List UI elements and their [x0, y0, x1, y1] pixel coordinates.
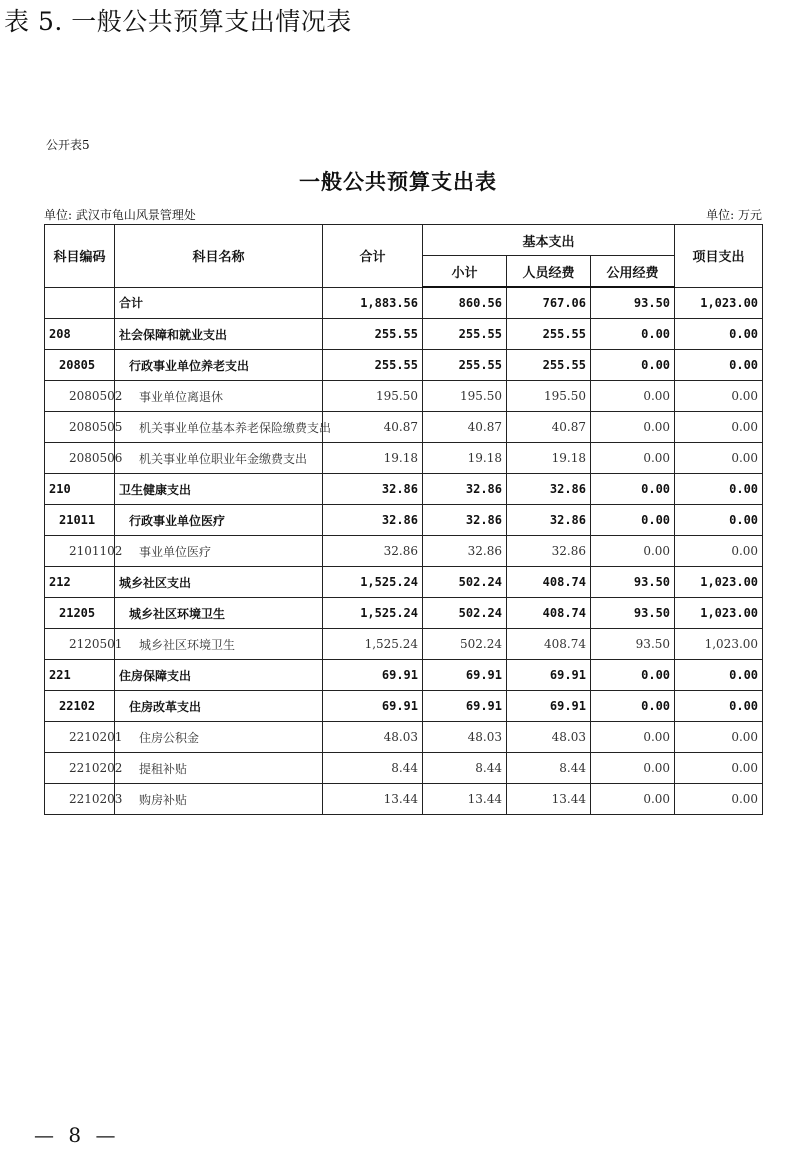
cell-personnel: 69.91: [507, 691, 591, 722]
header-subtotal: 小计: [423, 256, 507, 288]
cell-code: 2080505: [45, 412, 115, 443]
cell-public: 0.00: [591, 350, 675, 381]
cell-code: 21205: [45, 598, 115, 629]
table-row: [45, 381, 763, 412]
cell-project: 1,023.00: [675, 598, 763, 629]
cell-public: 0.00: [591, 443, 675, 474]
cell-subtotal: 69.91: [423, 691, 507, 722]
budget-expenditure-table: [44, 224, 763, 815]
cell-project: 0.00: [675, 474, 763, 505]
cell-total: 69.91: [323, 660, 423, 691]
table-row: [45, 784, 763, 815]
cell-code: 2080506: [45, 443, 115, 474]
table-row: [45, 319, 763, 350]
cell-project: 0.00: [675, 412, 763, 443]
cell-public: 93.50: [591, 598, 675, 629]
cell-project: 0.00: [675, 753, 763, 784]
cell-total: 13.44: [323, 784, 423, 815]
cell-total: 1,883.56: [323, 287, 423, 319]
unit-currency: 单位: 万元: [706, 208, 762, 222]
cell-total: 8.44: [323, 753, 423, 784]
table-row: [45, 350, 763, 381]
unit-organization: 单位: 武汉市龟山风景管理处: [44, 208, 196, 222]
cell-code: 221: [45, 660, 115, 691]
cell-name: 事业单位医疗: [115, 536, 323, 567]
header-code: 科目编码: [45, 225, 115, 288]
cell-total: 32.86: [323, 474, 423, 505]
page-number: — 8 —: [34, 1123, 120, 1147]
table-row: [45, 567, 763, 598]
header-project: 项目支出: [675, 225, 763, 288]
cell-total: 32.86: [323, 505, 423, 536]
cell-name: 社会保障和就业支出: [115, 319, 323, 350]
cell-project: 0.00: [675, 319, 763, 350]
cell-name: 住房公积金: [115, 722, 323, 753]
cell-total: 32.86: [323, 536, 423, 567]
table-row: [45, 505, 763, 536]
cell-code: 22102: [45, 691, 115, 722]
cell-name: 合计: [115, 287, 323, 319]
cell-code: [45, 287, 115, 319]
cell-name: 行政事业单位医疗: [115, 505, 323, 536]
table-row: [45, 287, 763, 319]
cell-total: 1,525.24: [323, 629, 423, 660]
header-total: 合计: [323, 225, 423, 288]
cell-public: 0.00: [591, 319, 675, 350]
cell-personnel: 13.44: [507, 784, 591, 815]
cell-total: 195.50: [323, 381, 423, 412]
form-number: 公开表5: [46, 138, 90, 152]
cell-project: 0.00: [675, 691, 763, 722]
cell-subtotal: 195.50: [423, 381, 507, 412]
cell-project: 0.00: [675, 660, 763, 691]
cell-name: 事业单位离退休: [115, 381, 323, 412]
table-row: [45, 629, 763, 660]
cell-total: 1,525.24: [323, 567, 423, 598]
cell-subtotal: 32.86: [423, 536, 507, 567]
cell-project: 1,023.00: [675, 629, 763, 660]
cell-public: 0.00: [591, 784, 675, 815]
cell-subtotal: 502.24: [423, 598, 507, 629]
table-row: [45, 753, 763, 784]
cell-personnel: 408.74: [507, 598, 591, 629]
cell-name: 机关事业单位基本养老保险缴费支出: [115, 412, 323, 443]
cell-personnel: 32.86: [507, 536, 591, 567]
cell-code: 2210202: [45, 753, 115, 784]
cell-subtotal: 32.86: [423, 474, 507, 505]
cell-personnel: 19.18: [507, 443, 591, 474]
cell-name: 机关事业单位职业年金缴费支出: [115, 443, 323, 474]
cell-name: 提租补贴: [115, 753, 323, 784]
table-row: [45, 474, 763, 505]
table-row: [45, 691, 763, 722]
cell-code: 208: [45, 319, 115, 350]
cell-project: 1,023.00: [675, 567, 763, 598]
cell-project: 0.00: [675, 784, 763, 815]
cell-personnel: 48.03: [507, 722, 591, 753]
table-body: [45, 287, 763, 815]
table-row: [45, 660, 763, 691]
cell-code: 212: [45, 567, 115, 598]
cell-public: 93.50: [591, 287, 675, 319]
cell-total: 40.87: [323, 412, 423, 443]
cell-name: 城乡社区环境卫生: [115, 598, 323, 629]
cell-code: 2210203: [45, 784, 115, 815]
cell-subtotal: 32.86: [423, 505, 507, 536]
cell-total: 1,525.24: [323, 598, 423, 629]
cell-subtotal: 19.18: [423, 443, 507, 474]
header-name: 科目名称: [115, 225, 323, 288]
cell-name: 城乡社区支出: [115, 567, 323, 598]
cell-public: 0.00: [591, 381, 675, 412]
cell-subtotal: 69.91: [423, 660, 507, 691]
cell-total: 48.03: [323, 722, 423, 753]
cell-name: 卫生健康支出: [115, 474, 323, 505]
cell-personnel: 255.55: [507, 319, 591, 350]
cell-code: 2210201: [45, 722, 115, 753]
cell-subtotal: 48.03: [423, 722, 507, 753]
cell-total: 255.55: [323, 350, 423, 381]
cell-name: 住房保障支出: [115, 660, 323, 691]
cell-personnel: 255.55: [507, 350, 591, 381]
cell-public: 0.00: [591, 536, 675, 567]
cell-subtotal: 13.44: [423, 784, 507, 815]
cell-code: 2120501: [45, 629, 115, 660]
cell-total: 19.18: [323, 443, 423, 474]
cell-name: 行政事业单位养老支出: [115, 350, 323, 381]
header-basic: 基本支出: [423, 225, 675, 256]
cell-public: 0.00: [591, 505, 675, 536]
cell-code: 20805: [45, 350, 115, 381]
cell-subtotal: 255.55: [423, 319, 507, 350]
cell-public: 0.00: [591, 753, 675, 784]
header-personnel: 人员经费: [507, 256, 591, 288]
document-heading: 表 5. 一般公共预算支出情况表: [4, 7, 352, 36]
cell-project: 0.00: [675, 505, 763, 536]
cell-name: 城乡社区环境卫生: [115, 629, 323, 660]
table-row: [45, 536, 763, 567]
cell-public: 0.00: [591, 474, 675, 505]
cell-name: 购房补贴: [115, 784, 323, 815]
cell-public: 0.00: [591, 660, 675, 691]
table-row: [45, 598, 763, 629]
cell-public: 93.50: [591, 567, 675, 598]
cell-code: 2080502: [45, 381, 115, 412]
cell-personnel: 408.74: [507, 629, 591, 660]
cell-code: 21011: [45, 505, 115, 536]
table-row: [45, 722, 763, 753]
cell-project: 0.00: [675, 536, 763, 567]
cell-public: 93.50: [591, 629, 675, 660]
cell-code: 210: [45, 474, 115, 505]
cell-project: 0.00: [675, 350, 763, 381]
cell-personnel: 767.06: [507, 287, 591, 319]
cell-total: 69.91: [323, 691, 423, 722]
cell-total: 255.55: [323, 319, 423, 350]
table-row: [45, 412, 763, 443]
cell-public: 0.00: [591, 412, 675, 443]
cell-subtotal: 860.56: [423, 287, 507, 319]
cell-project: 0.00: [675, 381, 763, 412]
cell-subtotal: 40.87: [423, 412, 507, 443]
cell-subtotal: 8.44: [423, 753, 507, 784]
cell-subtotal: 502.24: [423, 629, 507, 660]
table-row: [45, 443, 763, 474]
table-title: 一般公共预算支出表: [299, 170, 497, 194]
cell-personnel: 40.87: [507, 412, 591, 443]
cell-subtotal: 255.55: [423, 350, 507, 381]
cell-personnel: 32.86: [507, 505, 591, 536]
cell-public: 0.00: [591, 722, 675, 753]
cell-name: 住房改革支出: [115, 691, 323, 722]
cell-personnel: 32.86: [507, 474, 591, 505]
header-public: 公用经费: [591, 256, 675, 288]
cell-project: 0.00: [675, 443, 763, 474]
cell-project: 1,023.00: [675, 287, 763, 319]
cell-personnel: 408.74: [507, 567, 591, 598]
cell-personnel: 69.91: [507, 660, 591, 691]
cell-public: 0.00: [591, 691, 675, 722]
cell-project: 0.00: [675, 722, 763, 753]
cell-personnel: 8.44: [507, 753, 591, 784]
cell-personnel: 195.50: [507, 381, 591, 412]
cell-code: 2101102: [45, 536, 115, 567]
cell-subtotal: 502.24: [423, 567, 507, 598]
